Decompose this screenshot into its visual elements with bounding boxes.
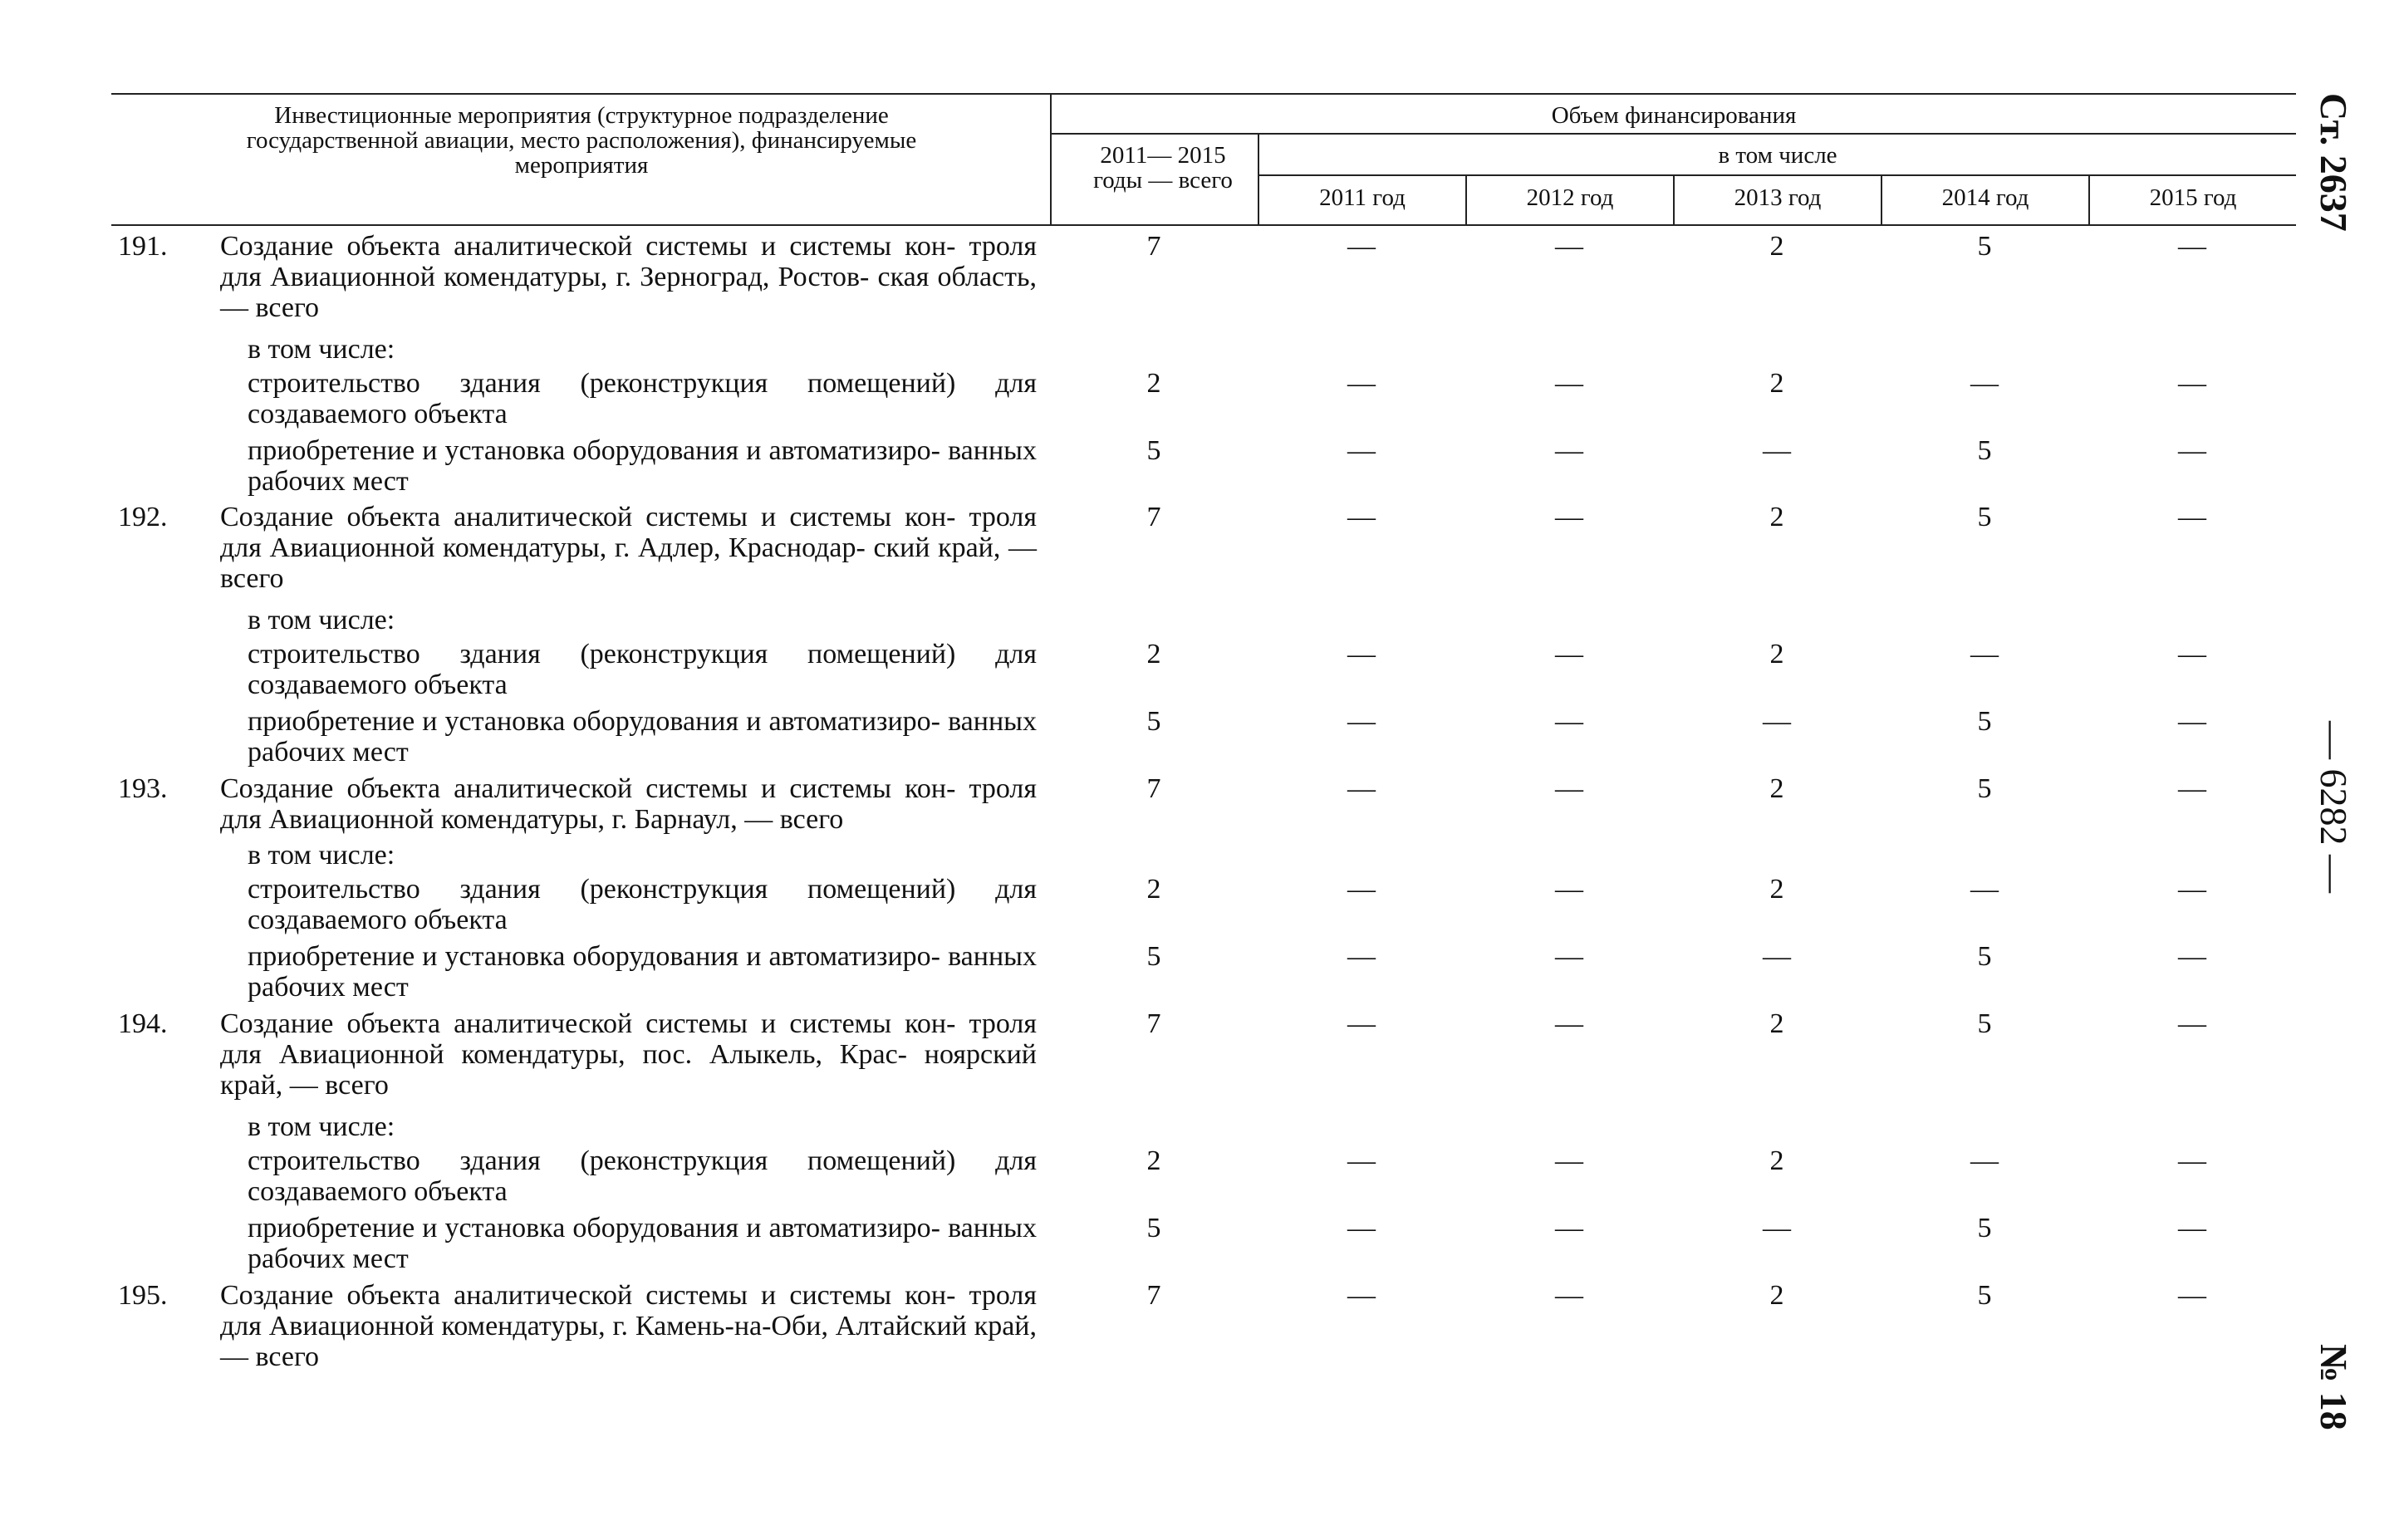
value-2014: 5 <box>1977 706 1992 737</box>
row-number: 192. <box>118 502 168 532</box>
value-2014: 5 <box>1977 1213 1992 1243</box>
table-top-rule <box>111 93 2296 95</box>
value-2012: — <box>1555 706 1583 737</box>
value-2014: 5 <box>1977 502 1992 532</box>
row-title: Создание объекта аналитической системы и системы кон- троля для Авиационной комендатуры, г. Зерноград, Ростов- ская область, — всего <box>220 231 1037 323</box>
value-2013: 2 <box>1769 502 1784 532</box>
value-total: 7 <box>1146 231 1161 262</box>
value-2012: — <box>1555 1280 1583 1311</box>
row-subitem: приобретение и установка оборудования и автоматизиро- ванных рабочих мест <box>248 1213 1037 1274</box>
value-total: 7 <box>1146 773 1161 804</box>
row-subitem: в том числе: <box>248 605 395 635</box>
value-2012: — <box>1555 1145 1583 1176</box>
value-total: 5 <box>1146 1213 1161 1243</box>
header-volume: Объем финансирования <box>1551 102 1797 129</box>
value-2015: — <box>2178 1008 2206 1039</box>
value-2014: 5 <box>1977 1280 1992 1311</box>
value-total: 2 <box>1146 874 1161 905</box>
value-2015: — <box>2178 639 2206 669</box>
value-2013: 2 <box>1769 1280 1784 1311</box>
row-title: Создание объекта аналитической системы и системы кон- троля для Авиационной комендатуры, г. Камень-на-Оби, Алтайский край, — всего <box>220 1280 1037 1372</box>
row-number: 195. <box>118 1280 168 1311</box>
value-total: 7 <box>1146 502 1161 532</box>
value-2013: — <box>1763 706 1791 737</box>
row-subitem: приобретение и установка оборудования и автоматизиро- ванных рабочих мест <box>248 941 1037 1003</box>
header-year-2015: 2015 год <box>2149 184 2237 211</box>
header-volume-rule <box>1050 133 2296 135</box>
value-total: 2 <box>1146 368 1161 399</box>
article-number: Ст. 2637 <box>2313 93 2355 232</box>
value-2015: — <box>2178 1213 2206 1243</box>
value-2012: — <box>1555 941 1583 972</box>
value-2012: — <box>1555 1213 1583 1243</box>
row-subitem: в том числе: <box>248 840 395 871</box>
value-2012: — <box>1555 435 1583 466</box>
value-total: 7 <box>1146 1008 1161 1039</box>
value-2011: — <box>1347 1145 1376 1176</box>
value-total: 7 <box>1146 1280 1161 1311</box>
value-2012: — <box>1555 502 1583 532</box>
value-2014: — <box>1970 1145 1999 1176</box>
row-subitem: строительство здания (реконструкция помещений) для создаваемого объекта <box>248 1145 1037 1207</box>
value-2013: 2 <box>1769 639 1784 669</box>
value-2014: 5 <box>1977 231 1992 262</box>
value-2014: — <box>1970 639 1999 669</box>
row-number: 191. <box>118 231 168 262</box>
page-number: — 6282 — <box>2313 721 2355 893</box>
value-2014: 5 <box>1977 435 1992 466</box>
row-subitem: приобретение и установка оборудования и автоматизиро- ванных рабочих мест <box>248 706 1037 768</box>
row-subitem: строительство здания (реконструкция помещений) для создаваемого объекта <box>248 874 1037 935</box>
value-2012: — <box>1555 639 1583 669</box>
header-bottom-rule <box>111 224 2296 226</box>
value-2012: — <box>1555 231 1583 262</box>
value-2013: — <box>1763 1213 1791 1243</box>
header-year-2013: 2013 год <box>1734 184 1822 211</box>
value-total: 5 <box>1146 941 1161 972</box>
value-total: 5 <box>1146 435 1161 466</box>
row-title: Создание объекта аналитической системы и системы кон- троля для Авиационной комендатуры, пос. Алыкель, Крас- ноярский край, — всего <box>220 1008 1037 1101</box>
value-2015: — <box>2178 706 2206 737</box>
header-total: 2011— 2015 годы — всего <box>1093 142 1233 194</box>
value-2013: 2 <box>1769 368 1784 399</box>
row-subitem: в том числе: <box>248 334 395 365</box>
row-subitem: строительство здания (реконструкция помещений) для создаваемого объекта <box>248 639 1037 700</box>
value-2013: 2 <box>1769 1008 1784 1039</box>
value-2011: — <box>1347 706 1376 737</box>
row-subitem: в том числе: <box>248 1111 395 1142</box>
value-2014: 5 <box>1977 941 1992 972</box>
value-2013: 2 <box>1769 231 1784 262</box>
value-2011: — <box>1347 874 1376 905</box>
value-2014: — <box>1970 368 1999 399</box>
value-2011: — <box>1347 1213 1376 1243</box>
value-2011: — <box>1347 368 1376 399</box>
row-subitem: приобретение и установка оборудования и автоматизиро- ванных рабочих мест <box>248 435 1037 497</box>
value-2013: 2 <box>1769 773 1784 804</box>
value-2011: — <box>1347 639 1376 669</box>
row-number: 194. <box>118 1008 168 1039</box>
value-2013: — <box>1763 435 1791 466</box>
value-2011: — <box>1347 231 1376 262</box>
header-year-2012: 2012 год <box>1526 184 1614 211</box>
value-2011: — <box>1347 941 1376 972</box>
value-2011: — <box>1347 1008 1376 1039</box>
header-year-2011: 2011 год <box>1319 184 1406 211</box>
value-2015: — <box>2178 231 2206 262</box>
header-including: в том числе <box>1718 142 1837 169</box>
value-2015: — <box>2178 1145 2206 1176</box>
value-2015: — <box>2178 1280 2206 1311</box>
value-2014: — <box>1970 874 1999 905</box>
value-2014: 5 <box>1977 773 1992 804</box>
value-2015: — <box>2178 941 2206 972</box>
value-total: 5 <box>1146 706 1161 737</box>
row-title: Создание объекта аналитической системы и системы кон- троля для Авиационной комендатуры, г. Адлер, Краснодар- ский край, — всего <box>220 502 1037 594</box>
header-including-rule <box>1258 174 2296 176</box>
value-2012: — <box>1555 874 1583 905</box>
value-2011: — <box>1347 773 1376 804</box>
value-2014: 5 <box>1977 1008 1992 1039</box>
value-2013: — <box>1763 941 1791 972</box>
row-title: Создание объекта аналитической системы и системы кон- троля для Авиационной комендатуры, г. Барнаул, — всего <box>220 773 1037 835</box>
value-total: 2 <box>1146 1145 1161 1176</box>
header-year-2014: 2014 год <box>1941 184 2029 211</box>
value-2013: 2 <box>1769 874 1784 905</box>
row-number: 193. <box>118 773 168 804</box>
value-2015: — <box>2178 368 2206 399</box>
value-2012: — <box>1555 368 1583 399</box>
value-2015: — <box>2178 773 2206 804</box>
value-2015: — <box>2178 502 2206 532</box>
value-2013: 2 <box>1769 1145 1784 1176</box>
value-total: 2 <box>1146 639 1161 669</box>
value-2015: — <box>2178 435 2206 466</box>
header-description: Инвестиционные мероприятия (структурное подразделение государственной авиации, место расположения), финансируемые мероприятия <box>246 102 917 179</box>
value-2011: — <box>1347 1280 1376 1311</box>
value-2011: — <box>1347 435 1376 466</box>
value-2012: — <box>1555 773 1583 804</box>
value-2015: — <box>2178 874 2206 905</box>
value-2011: — <box>1347 502 1376 532</box>
issue-number: № 18 <box>2313 1344 2355 1430</box>
row-subitem: строительство здания (реконструкция помещений) для создаваемого объекта <box>248 368 1037 429</box>
value-2012: — <box>1555 1008 1583 1039</box>
